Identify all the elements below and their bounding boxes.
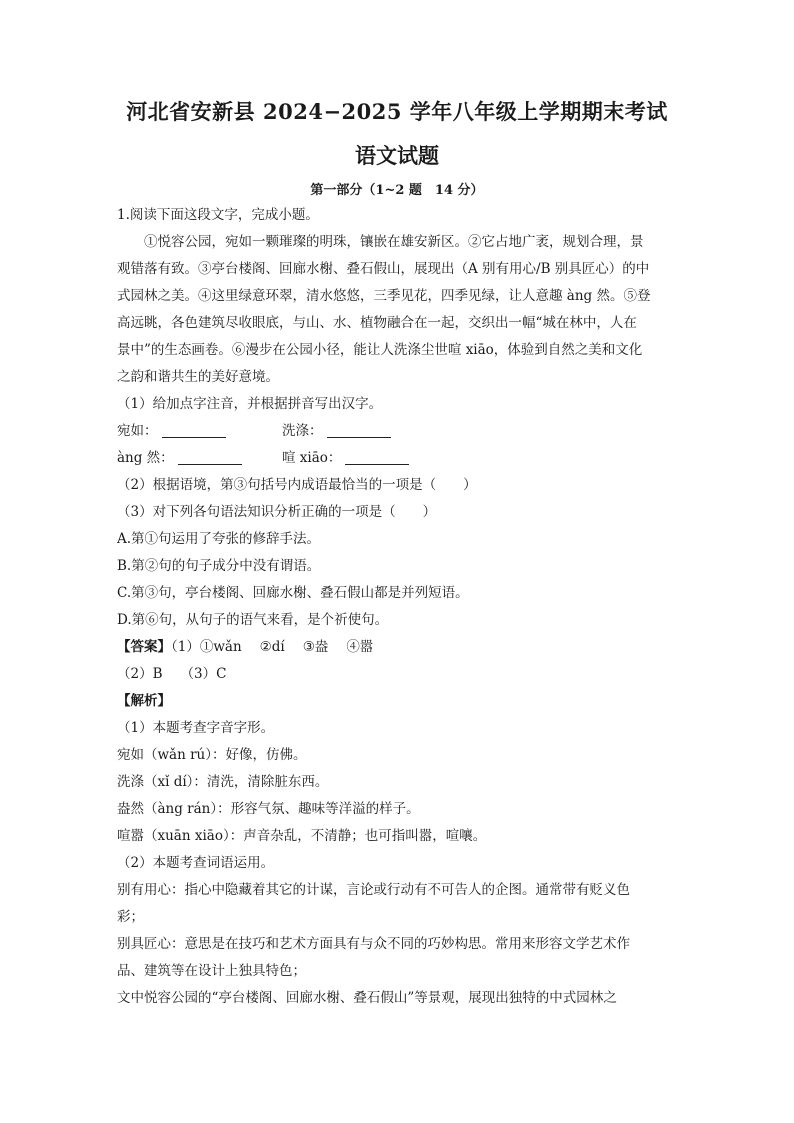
fill-label: 洗涤： <box>282 423 323 439</box>
answer-part: ②dí <box>259 639 285 655</box>
answer-blank[interactable] <box>162 421 226 438</box>
fill-row <box>117 445 677 472</box>
analysis-line: 喧嚣（xuān xiāo）：声音杂乱，不清静；也可指叫嚣，喧嚷。 <box>117 828 487 844</box>
analysis-line: 别有用心：指心中隐藏着其它的计谋，言论或行动有不可告人的企图。通常带有贬义色 <box>117 882 630 898</box>
fill-label: 喧 xiāo： <box>282 450 342 466</box>
analysis-line: 彩； <box>117 909 144 925</box>
fill-item <box>282 418 391 445</box>
passage-line: 景中”的生态画卷。⑥漫步在公园小径，能让人洗涤尘世喧 xiāo，体验到自然之美和文化 <box>117 342 643 358</box>
answer-part: （2）B <box>117 666 163 682</box>
option-a: A.第①句运用了夸张的修辞手法。 <box>117 531 321 547</box>
answer-line <box>117 661 677 688</box>
fill-row <box>117 418 677 445</box>
analysis-line: 品、建筑等在设计上独具特色； <box>117 963 306 979</box>
subquestion-3: （3）对下列各句语法知识分析正确的一项是（ ） <box>117 504 437 520</box>
analysis-line: 文中悦容公园的“亭台楼阁、回廊水榭、叠石假山”等景观，展现出独特的中式园林之 <box>117 990 617 1006</box>
answer-part: ④嚣 <box>346 639 374 655</box>
fill-item <box>282 445 409 472</box>
analysis-line: 盎然（àng rán）：形容气氛、趣味等洋溢的样子。 <box>117 801 420 817</box>
answer-blank[interactable] <box>327 421 391 438</box>
analysis-line: （2）本题考查词语运用。 <box>117 855 275 871</box>
analysis-label: 【解析】 <box>117 693 171 709</box>
exam-title: 河北省安新县 2024−2025 学年八年级上学期期末考试 <box>126 99 668 124</box>
fill-label: àng 然： <box>117 450 174 466</box>
answer-blank[interactable] <box>345 448 409 465</box>
option-d: D.第⑥句，从句子的语气来看，是个祈使句。 <box>117 612 389 628</box>
section-heading: 第一部分（1~2 题 14 分） <box>310 183 484 198</box>
exam-body <box>117 202 677 1012</box>
answer-part: ③盎 <box>302 639 329 655</box>
answer-part: （1）①wǎn <box>171 639 242 655</box>
answer-blank[interactable] <box>178 448 242 465</box>
subquestion-1: （1）给加点字注音，并根据拼音写出汉字。 <box>117 396 383 412</box>
analysis-line: 洗涤（xǐ dí）：清洗，清除脏东西。 <box>117 774 329 790</box>
answer-line <box>117 634 677 661</box>
exam-subtitle: 语文试题 <box>355 143 439 168</box>
question-stem: 1.阅读下面这段文字，完成小题。 <box>117 207 319 223</box>
subquestion-2: （2）根据语境，第③句括号内成语最恰当的一项是（ ） <box>117 477 477 493</box>
passage-line: 高远眺，各色建筑尽收眼底，与山、水、植物融合在一起，交织出一幅“城在林中，人在 <box>117 315 637 331</box>
option-b: B.第②句的句子成分中没有谓语。 <box>117 558 321 574</box>
answer-part: （3）C <box>180 666 227 682</box>
fill-label: 宛如： <box>117 423 158 439</box>
option-c: C.第③句，亭台楼阁、回廊水榭、叠石假山都是并列短语。 <box>117 585 469 601</box>
passage-line: 式园林之美。④这里绿意环翠，清水悠悠，三季见花，四季见绿，让人意趣 àng 然。⑤登 <box>117 288 651 304</box>
passage-line: ①悦容公园，宛如一颗璀璨的明珠，镶嵌在雄安新区。②它占地广袤，规划合理，景 <box>144 234 644 250</box>
answer-label: 【答案】 <box>117 639 171 655</box>
analysis-line: 宛如（wǎn rú）：好像，仿佛。 <box>117 747 307 763</box>
passage-line: 观错落有致。③亭台楼阁、回廊水榭、叠石假山，展现出（A 别有用心/B 别具匠心）的中 <box>117 261 650 277</box>
analysis-line: 别具匠心：意思是在技巧和艺术方面具有与众不同的巧妙构思。常用来形容文学艺术作 <box>117 936 630 952</box>
passage-line: 之韵和谐共生的美好意境。 <box>117 369 279 385</box>
analysis-line: （1）本题考查字音字形。 <box>117 720 275 736</box>
